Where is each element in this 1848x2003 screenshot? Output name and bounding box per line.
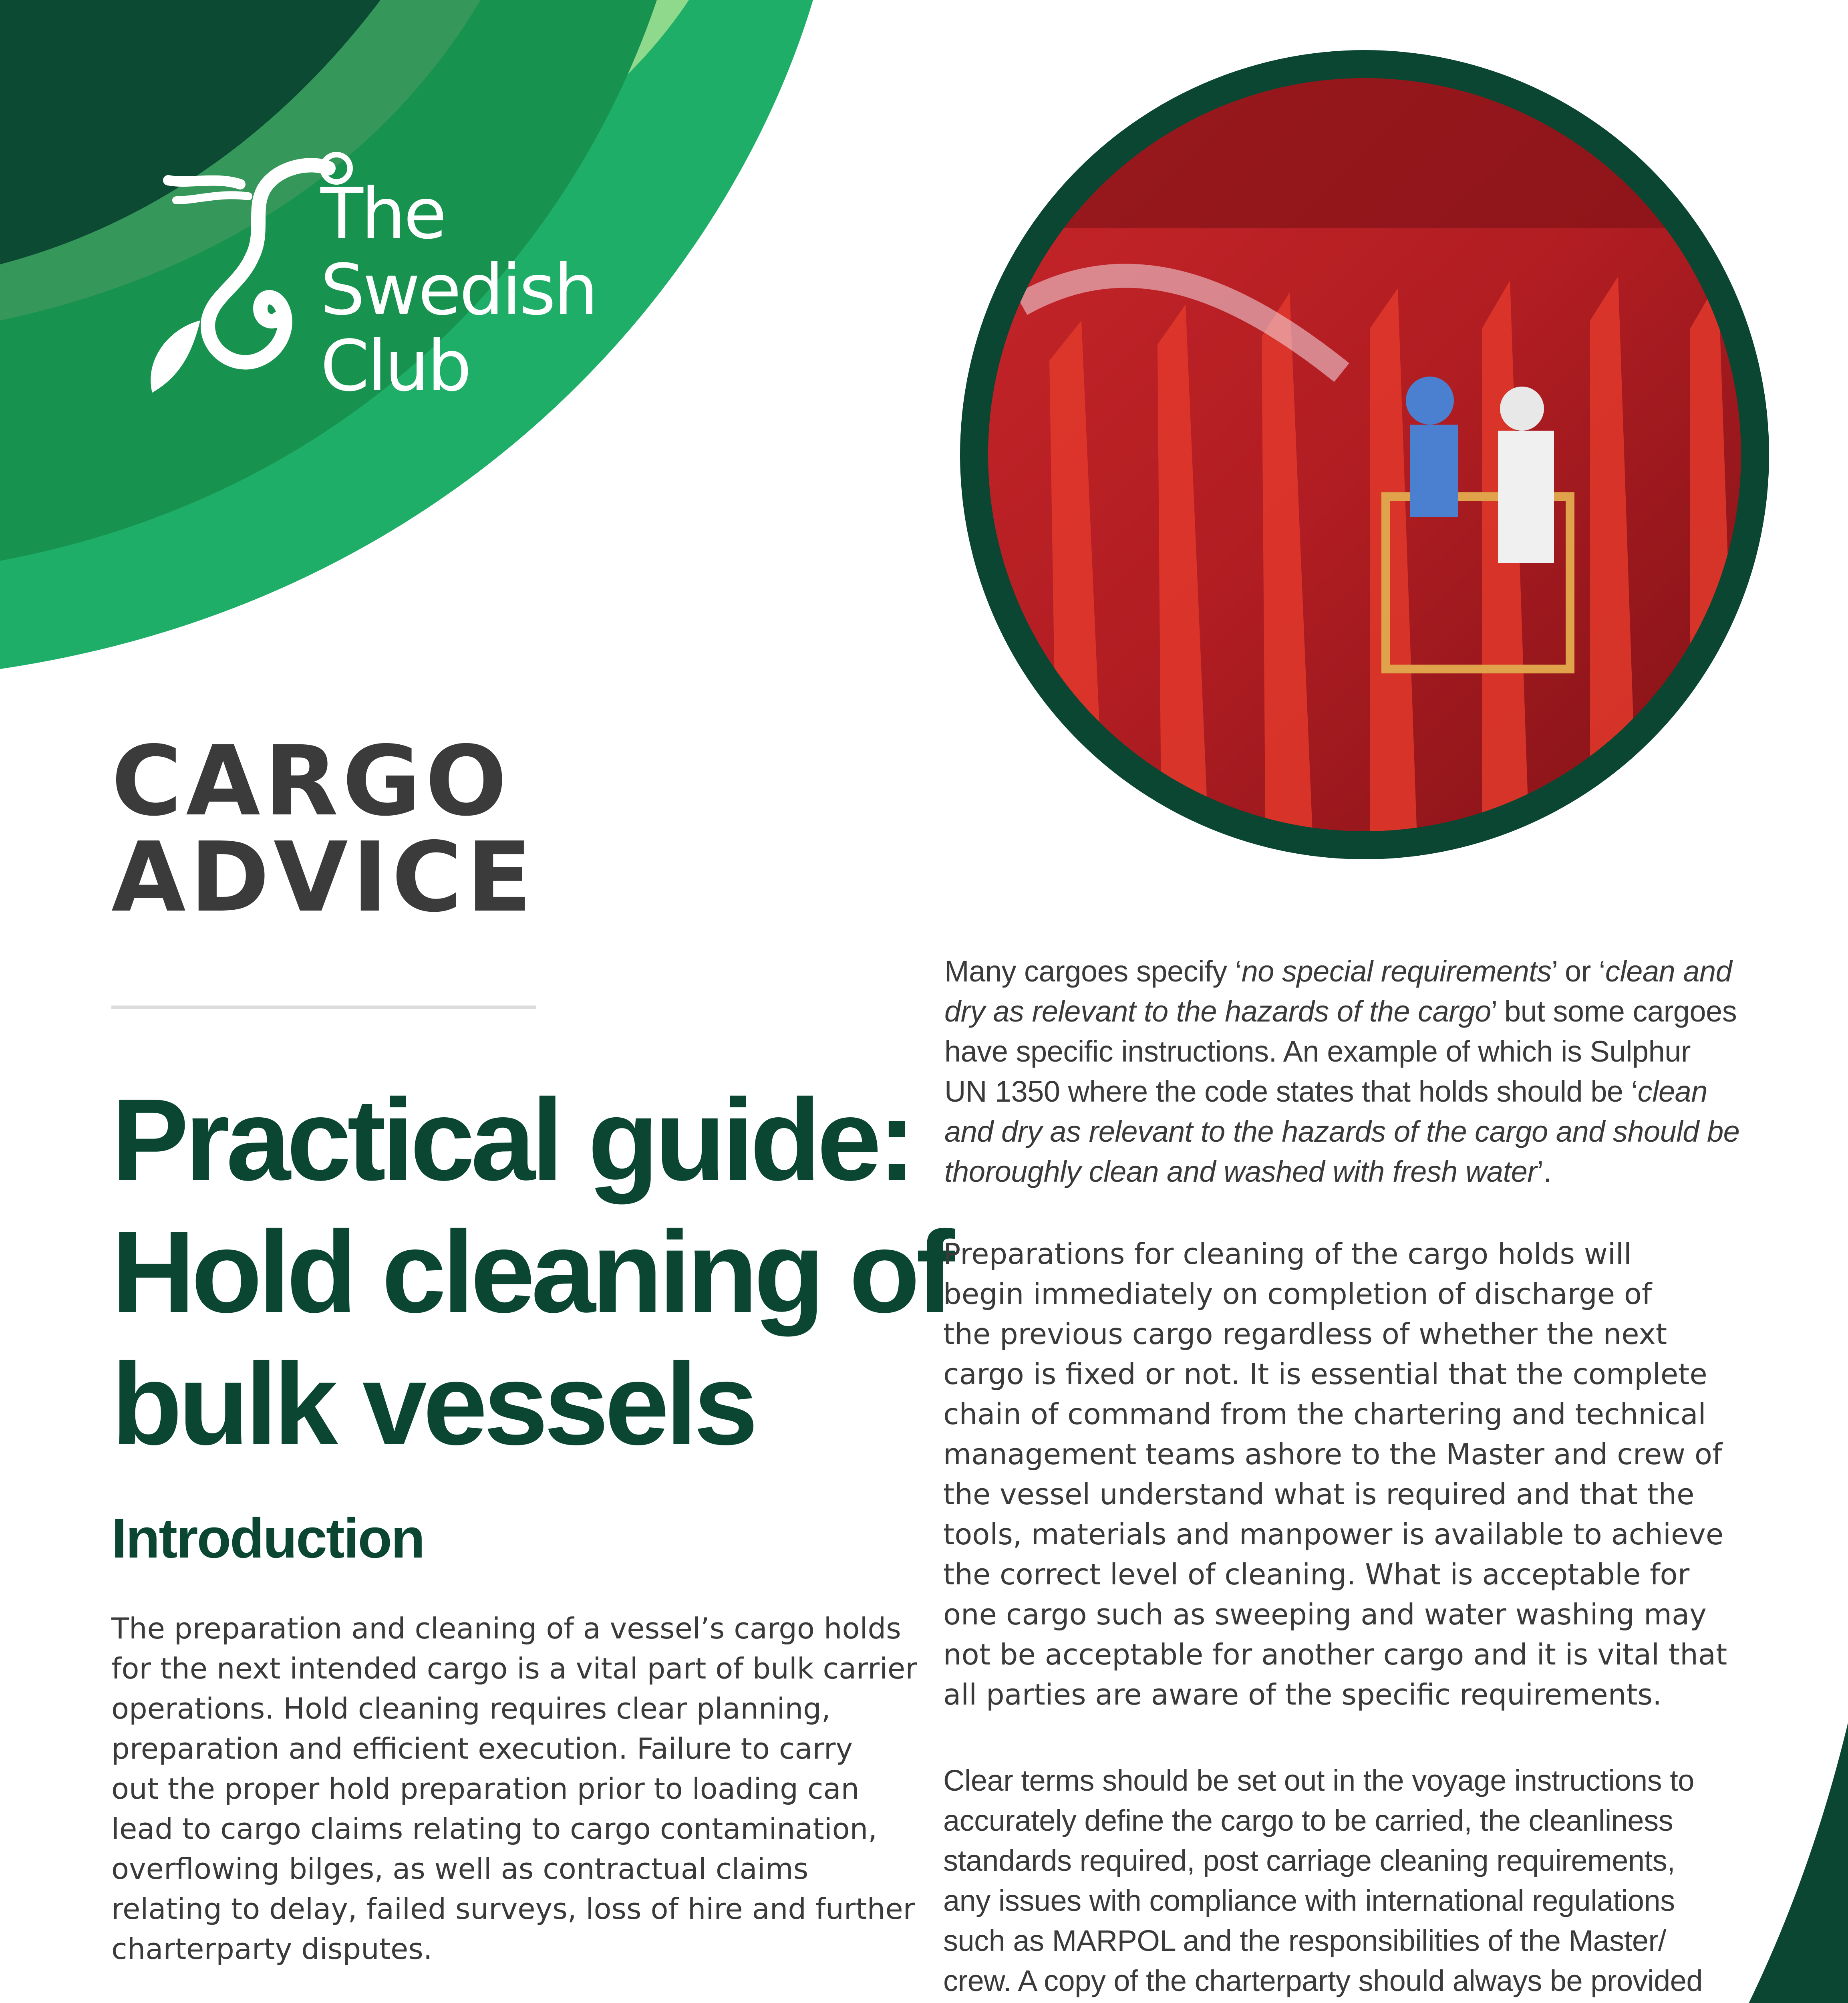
title-line: Hold cleaning of (111, 1207, 951, 1337)
text-line: accurately define the cargo to be carried, the cleanliness (943, 1804, 1673, 1837)
text-line: relating to delay, failed surveys, loss of hire and further (111, 1892, 915, 1926)
text-line: have specific instructions. An example of which is Sulphur (944, 1035, 1691, 1068)
text-run: ’ but some cargoes (1491, 995, 1737, 1028)
text-line: standards required, post carriage cleaning requirements, (943, 1844, 1675, 1877)
label-line: ADVICE (111, 821, 536, 933)
text-line: management teams ashore to the Master and crew of (943, 1437, 1723, 1471)
label-divider (111, 1006, 536, 1009)
italic-text: and dry as relevant to the hazards of the cargo and should be (944, 1115, 1740, 1148)
italic-text: clean (1637, 1075, 1707, 1108)
text-run: UN 1350 where the code states that holds should be ‘ (944, 1075, 1638, 1108)
text-line (944, 1112, 1739, 1152)
logo-line: Swedish (320, 250, 596, 331)
text-line: The preparation and cleaning of a vessel’s cargo holds (111, 1612, 901, 1645)
text-line: preparation and efficient execution. Failure to carry (111, 1732, 853, 1765)
introduction-paragraph (111, 1608, 917, 1969)
text-line: the correct level of cleaning. What is acceptable for (943, 1558, 1690, 1591)
text-line: Clear terms should be set out in the voyage instructions to (943, 1764, 1694, 1797)
italic-text: thoroughly clean and washed with fresh water (944, 1155, 1537, 1188)
label-line: CARGO (111, 725, 511, 837)
text-line: operations. Hold cleaning requires clear planning, (111, 1692, 831, 1725)
italic-text: dry as relevant to the hazards of the cargo (944, 995, 1491, 1028)
preparations-paragraph (943, 1234, 1727, 1715)
text-line: chain of command from the chartering and technical (943, 1397, 1706, 1431)
brand-logo (320, 173, 596, 407)
text-line (944, 1072, 1739, 1112)
text-line: any issues with compliance with international regulations (943, 1884, 1675, 1917)
text-line: Preparations for cleaning of the cargo holds will (943, 1237, 1632, 1271)
text-run: ’. (1537, 1155, 1552, 1188)
italic-text: no special requirements (1241, 955, 1552, 988)
text-line (943, 2001, 1703, 2003)
text-line (944, 1152, 1739, 1192)
title-line: Practical guide: (111, 1075, 912, 1205)
title-line: bulk vessels (111, 1339, 754, 1469)
cargo-specification-paragraph (944, 951, 1739, 1192)
text-line: overflowing bilges, as well as contractual claims (111, 1852, 809, 1886)
text-line: lead to cargo claims relating to cargo contamination, (111, 1812, 878, 1846)
logo-line: Club (320, 326, 470, 407)
text-line: the previous cargo regardless of whether the next (943, 1317, 1667, 1351)
logo-line: The (320, 173, 445, 255)
text-run: Many cargoes specify ‘ (944, 955, 1242, 988)
text-line: cargo is fixed or not. It is essential that the complete (943, 1357, 1707, 1391)
introduction-heading: Introduction (111, 1507, 424, 1570)
text-run: ’ or ‘ (1551, 955, 1605, 988)
text-line (944, 951, 1739, 991)
text-line: crew. A copy of the charterparty should always be provided (943, 1964, 1703, 1997)
text-line: one cargo such as sweeping and water washing may (943, 1598, 1707, 1631)
text-line: such as MARPOL and the responsibilities of the Master/ (943, 1924, 1666, 1957)
text-line: the vessel understand what is required and that the (943, 1477, 1695, 1511)
text-line: all parties are aware of the specific requirements. (943, 1678, 1662, 1711)
italic-text: clean and (1605, 955, 1732, 988)
text-line: not be acceptable for another cargo and it is vital that (943, 1638, 1727, 1671)
text-line: charterparty disputes. (111, 1932, 433, 1966)
text-line: tools, materials and manpower is available to achieve (943, 1517, 1724, 1551)
page-title (111, 1074, 951, 1470)
document-type-label (111, 725, 536, 933)
text-line: for the next intended cargo is a vital part of bulk carrier (111, 1652, 917, 1685)
text-line: out the proper hold preparation prior to loading can (111, 1772, 860, 1806)
text-line: begin immediately on completion of discharge of (943, 1277, 1652, 1311)
text-line (944, 991, 1739, 1032)
clear-terms-paragraph (943, 1761, 1703, 2003)
